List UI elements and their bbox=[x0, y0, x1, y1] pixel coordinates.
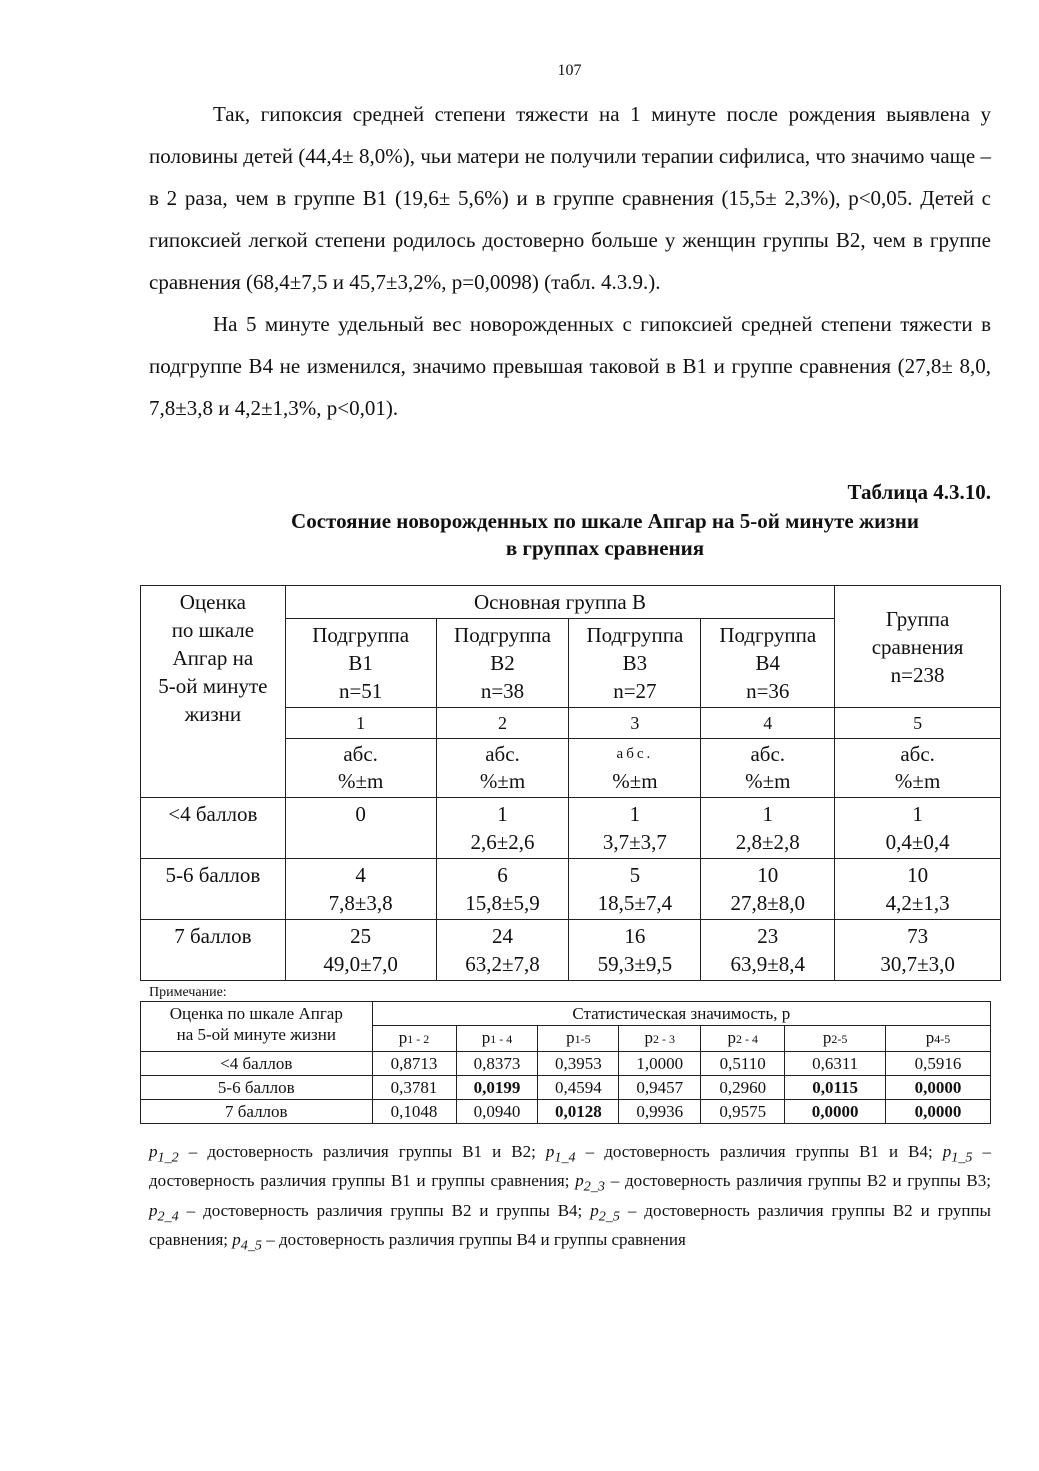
data-cell: 4 7,8±3,8 bbox=[285, 859, 436, 920]
p-value: 0,0199 bbox=[456, 1076, 538, 1100]
table-row bbox=[141, 1052, 991, 1076]
units-cell: абс. %±m bbox=[835, 739, 1001, 798]
p-column-header: р2 - 3 bbox=[619, 1026, 701, 1052]
table-row bbox=[141, 920, 1001, 981]
p-value: 1,0000 bbox=[619, 1052, 701, 1076]
p-value: 0,8373 bbox=[456, 1052, 538, 1076]
p-value: 0,1048 bbox=[372, 1100, 456, 1124]
row-label: 5-6 баллов bbox=[141, 1076, 373, 1100]
p-value: 0,8713 bbox=[372, 1052, 456, 1076]
apgar-table bbox=[140, 585, 1001, 981]
data-cell: 24 63,2±7,8 bbox=[436, 920, 569, 981]
data-cell: 1 3,7±3,7 bbox=[569, 798, 701, 859]
p-value: 0,4594 bbox=[538, 1076, 619, 1100]
p-value: 0,0115 bbox=[785, 1076, 886, 1100]
p-value: 0,0128 bbox=[538, 1100, 619, 1124]
table-row bbox=[141, 1076, 991, 1100]
table-title-line: в группах сравнения bbox=[505, 536, 705, 560]
row-label: 7 баллов bbox=[141, 1100, 373, 1124]
data-cell: 10 4,2±1,3 bbox=[835, 859, 1001, 920]
table-row bbox=[141, 798, 1001, 859]
units-cell: абс. %±m bbox=[285, 739, 436, 798]
table-number: Таблица 4.3.10. bbox=[847, 480, 991, 504]
row-label: 5-6 баллов bbox=[141, 859, 286, 920]
main-group-header: Основная группа В bbox=[285, 586, 834, 619]
subgroup-header: Подгруппа В4 n=36 bbox=[701, 619, 835, 708]
comparison-group-header: Группа сравнения n=238 bbox=[835, 586, 1001, 708]
column-number: 3 bbox=[569, 708, 701, 739]
data-cell: 16 59,3±9,5 bbox=[569, 920, 701, 981]
subgroup-header: Подгруппа В3 n=27 bbox=[569, 619, 701, 708]
units-cell: абс. %±m bbox=[569, 739, 701, 798]
data-cell: 5 18,5±7,4 bbox=[569, 859, 701, 920]
p-value: 0,9936 bbox=[619, 1100, 701, 1124]
table-title-line: Состояние новорожденных по шкале Апгар на 5-ой минуте жизни bbox=[291, 509, 919, 533]
column-number: 1 bbox=[285, 708, 436, 739]
p-value: 0,6311 bbox=[785, 1052, 886, 1076]
table-row bbox=[141, 1100, 991, 1124]
column-number: 4 bbox=[701, 708, 835, 739]
row-label: 7 баллов bbox=[141, 920, 286, 981]
p-value: 0,0000 bbox=[785, 1100, 886, 1124]
p-value: 0,5916 bbox=[886, 1052, 991, 1076]
note-title: Примечание: bbox=[149, 985, 227, 1000]
p-value: 0,9457 bbox=[619, 1076, 701, 1100]
significance-table bbox=[140, 1001, 991, 1124]
data-cell: 73 30,7±3,0 bbox=[835, 920, 1001, 981]
table-title bbox=[220, 508, 990, 562]
data-cell: 10 27,8±8,0 bbox=[701, 859, 835, 920]
p-value: 0,0940 bbox=[456, 1100, 538, 1124]
p-value: 0,0000 bbox=[886, 1076, 991, 1100]
p-column-header: р4-5 bbox=[886, 1026, 991, 1052]
p-value: 0,0000 bbox=[886, 1100, 991, 1124]
data-cell: 6 15,8±5,9 bbox=[436, 859, 569, 920]
row-label: <4 баллов bbox=[141, 798, 286, 859]
p-value: 0,2960 bbox=[701, 1076, 785, 1100]
row-label: <4 баллов bbox=[141, 1052, 373, 1076]
data-cell: 1 0,4±0,4 bbox=[835, 798, 1001, 859]
paragraph: Так, гипоксия средней степени тяжести на 1 минуте после рождения выявлена у половины детей (44,4± 8,0%), чьи матери не получили терапии сифилиса, что значимо чаще – в 2 раза, чем в группе В1 (19,6± 5,6%) и в группе сравнения (15,5± 2,3%), р<0,05. Детей с гипоксией легкой степени родилось достоверно больше у женщин группы В2, чем в группе сравнения (68,4±7,5 и 45,7±3,2%, р=0,0098) (табл. 4.3.9.). bbox=[149, 102, 991, 294]
subgroup-header: Подгруппа В1 n=51 bbox=[285, 619, 436, 708]
p-column-header: р2-5 bbox=[785, 1026, 886, 1052]
footnote: $p_{1\_2}$ – достоверность различия группы В1 и В2; $p_{1\_4}$ – достоверность различия группы В1 и В4; $p_{1\_5}$ – достоверность различия группы В1 и группы сравнения; $p_{2\_3}$ – достоверность различия группы В2 и группы В3; $p_{2\_4}$ – достоверность различия группы В2 и группы В4; $p_{2\_5}$ – достоверность различия группы В2 и группы сравнения; $p_{4\_5}$ – достоверность различия группы В4 и группы сравнения bbox=[149, 1142, 992, 1254]
p-column-header: р1-5 bbox=[538, 1026, 619, 1052]
p-value: 0,5110 bbox=[701, 1052, 785, 1076]
data-cell: 1 2,8±2,8 bbox=[701, 798, 835, 859]
p-column-header: р1 - 4 bbox=[456, 1026, 538, 1052]
subgroup-header: Подгруппа В2 n=38 bbox=[436, 619, 569, 708]
page-number: 107 bbox=[557, 62, 582, 79]
data-cell: 1 2,6±2,6 bbox=[436, 798, 569, 859]
column-number: 2 bbox=[436, 708, 569, 739]
p-column-header: р2 - 4 bbox=[701, 1026, 785, 1052]
row-header-cell: Оценка по шкале Апгар на 5-ой минуте жизни bbox=[141, 586, 286, 798]
significance-group-header: Статистическая значимость, р bbox=[372, 1002, 990, 1026]
paragraph: На 5 минуте удельный вес новорожденных с гипоксией средней степени тяжести в подгруппе В4 не изменился, значимо превышая таковой в В1 и группе сравнения (27,8± 8,0, 7,8±3,8 и 4,2±1,3%, р<0,01). bbox=[149, 312, 991, 420]
body-text bbox=[149, 93, 991, 429]
p-value: 0,3781 bbox=[372, 1076, 456, 1100]
table-row bbox=[141, 859, 1001, 920]
units-cell: абс. %±m bbox=[436, 739, 569, 798]
p-value: 0,9575 bbox=[701, 1100, 785, 1124]
data-cell: 25 49,0±7,0 bbox=[285, 920, 436, 981]
data-cell: 0 bbox=[285, 798, 436, 859]
p-value: 0,3953 bbox=[538, 1052, 619, 1076]
units-cell: абс. %±m bbox=[701, 739, 835, 798]
significance-row-header: Оценка по шкале Апгар на 5-ой минуте жизни bbox=[141, 1002, 373, 1052]
data-cell: 23 63,9±8,4 bbox=[701, 920, 835, 981]
p-column-header: р1 - 2 bbox=[372, 1026, 456, 1052]
column-number: 5 bbox=[835, 708, 1001, 739]
